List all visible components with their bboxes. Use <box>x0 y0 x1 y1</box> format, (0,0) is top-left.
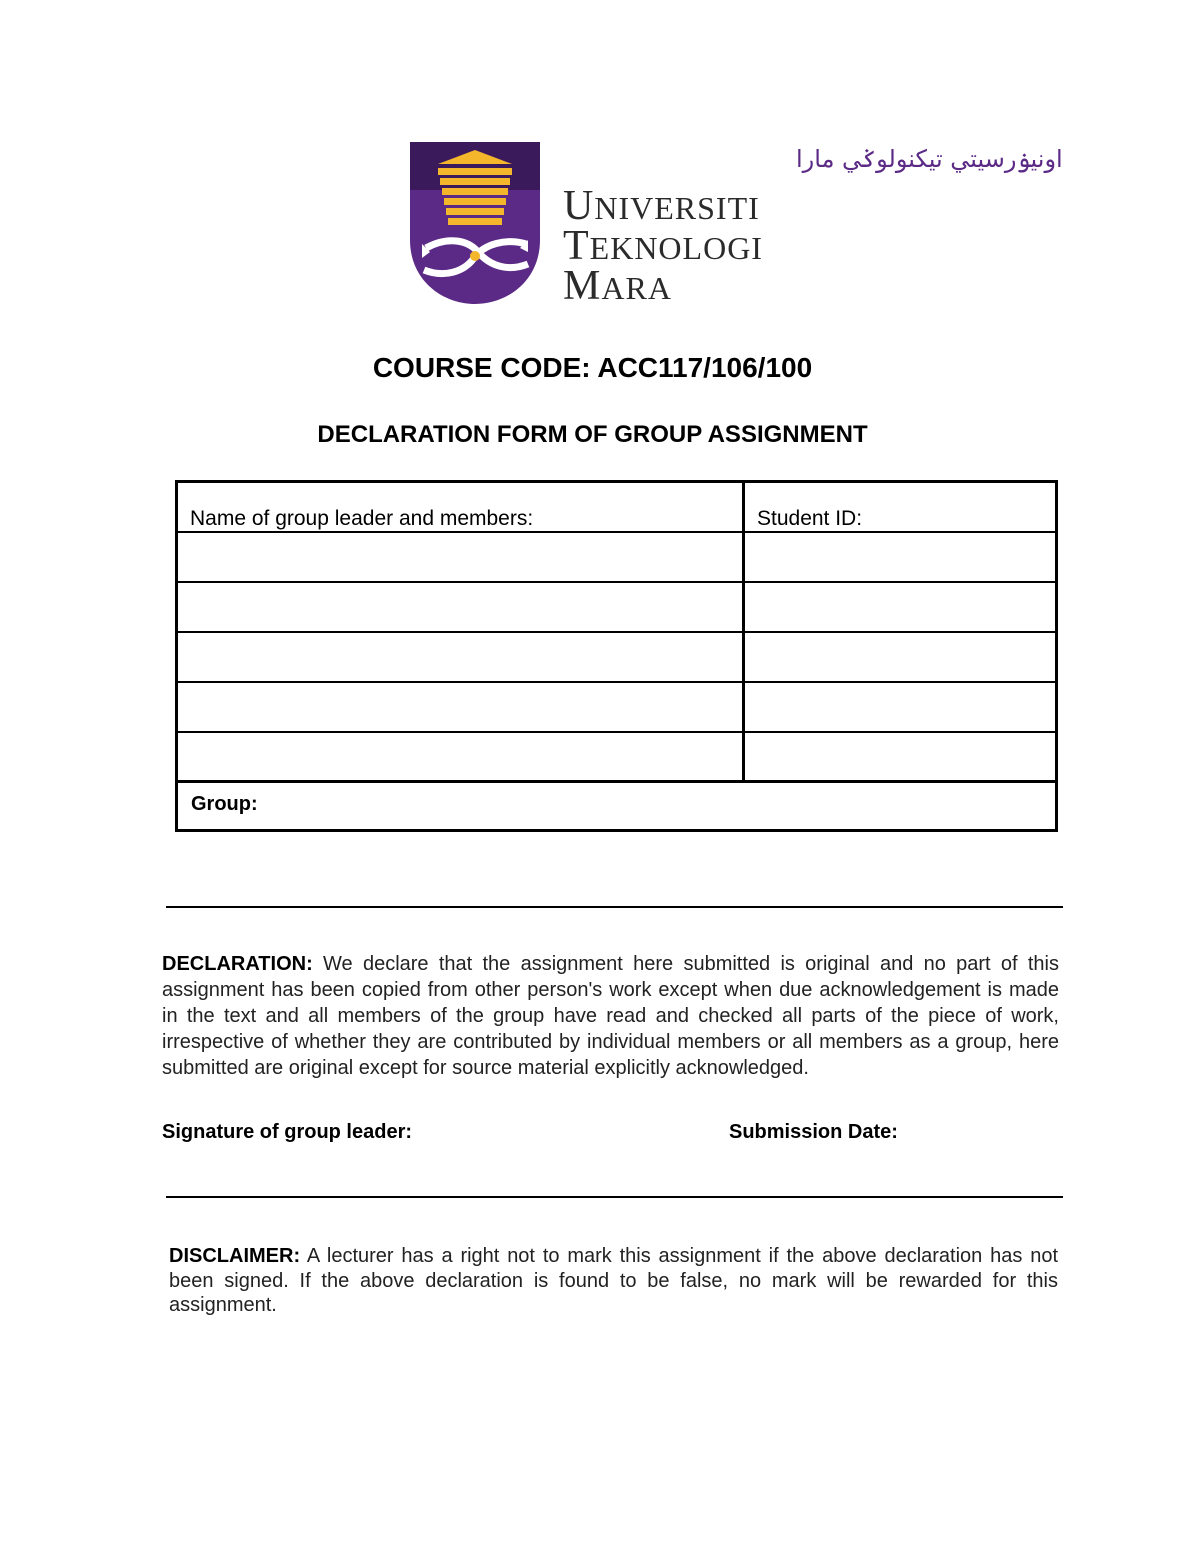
member-name-cell[interactable] <box>178 533 742 581</box>
declaration-text: We declare that the assignment here submitted is original and no part of this assignment has been copied from other person's work except when due acknowledgement is made in the text and all members of the group have read and checked all parts of the piece of work, irrespective of whether they are contributed by individual members or all members as a group, here submitted are original except for source material explicitly acknowledged. <box>162 953 1059 1079</box>
divider-line <box>166 906 1063 908</box>
logo-arabic-text: اونيۏرسيتي تيكنولوݢي مارا <box>796 145 1063 173</box>
member-name-cell[interactable] <box>178 733 742 780</box>
declaration-paragraph <box>162 951 1059 1081</box>
logo-line-teknologi: TEKNOLOGI <box>563 223 763 269</box>
signature-label: Signature of group leader: <box>162 1121 413 1143</box>
logo-line-mara: MARA <box>563 263 672 309</box>
group-label: Group: <box>191 793 258 815</box>
student-id-cell[interactable] <box>745 683 1055 731</box>
university-logo <box>408 140 1063 309</box>
student-id-cell[interactable] <box>745 733 1055 780</box>
logo-line-universiti: UNIVERSITI <box>563 183 760 229</box>
member-name-cell[interactable] <box>178 633 742 681</box>
declaration-label: DECLARATION: <box>162 953 313 975</box>
form-title: DECLARATION FORM OF GROUP ASSIGNMENT <box>317 421 868 448</box>
name-column-header: Name of group leader and members: <box>190 507 534 530</box>
group-members-table <box>175 480 1058 832</box>
submission-date-label: Submission Date: <box>729 1121 898 1143</box>
divider-line <box>166 1196 1063 1198</box>
disclaimer-label: DISCLAIMER: <box>169 1245 301 1267</box>
student-id-cell[interactable] <box>745 633 1055 681</box>
disclaimer-paragraph <box>169 1244 1058 1318</box>
member-name-cell[interactable] <box>178 583 742 631</box>
disclaimer-text: A lecturer has a right not to mark this assignment if the above declaration has not been signed. If the above declaration is found to be false, no mark will be rewarded for this assignment. <box>169 1245 1058 1316</box>
course-code-heading: COURSE CODE: ACC117/106/100 <box>372 352 813 383</box>
uitm-crest-icon <box>408 140 542 306</box>
student-id-cell[interactable] <box>745 533 1055 581</box>
student-id-column-header: Student ID: <box>757 507 863 530</box>
student-id-cell[interactable] <box>745 583 1055 631</box>
member-name-cell[interactable] <box>178 683 742 731</box>
group-field[interactable] <box>278 783 1055 829</box>
logo-arabic-script <box>566 140 1063 176</box>
